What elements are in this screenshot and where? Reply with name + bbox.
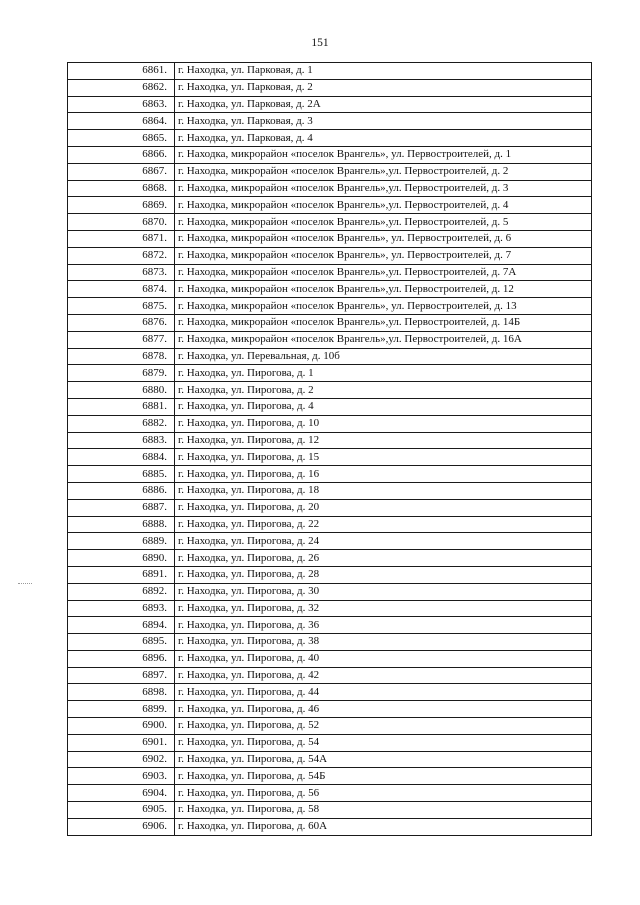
- address-cell: г. Находка, ул. Пирогова, д. 15: [175, 449, 592, 466]
- table-row: [68, 533, 592, 550]
- address-cell: г. Находка, микрорайон «поселок Врангель»,ул. Первостроителей, д. 16А: [175, 331, 592, 348]
- table-row: [68, 751, 592, 768]
- address-cell: г. Находка, микрорайон «поселок Врангель»,ул. Первостроителей, д. 2: [175, 163, 592, 180]
- row-number-cell: 6869.: [68, 197, 175, 214]
- row-number-cell: 6898.: [68, 684, 175, 701]
- address-cell: г. Находка, ул. Пирогова, д. 60А: [175, 818, 592, 835]
- address-cell: г. Находка, ул. Перевальная, д. 10б: [175, 348, 592, 365]
- row-number-cell: 6876.: [68, 314, 175, 331]
- address-cell: г. Находка, микрорайон «поселок Врангель», ул. Первостроителей, д. 1: [175, 146, 592, 163]
- address-cell: г. Находка, микрорайон «поселок Врангель»,ул. Первостроителей, д. 12: [175, 281, 592, 298]
- table-row: [68, 130, 592, 147]
- table-row: [68, 298, 592, 315]
- table-row: [68, 600, 592, 617]
- address-cell: г. Находка, ул. Пирогова, д. 54А: [175, 751, 592, 768]
- address-cell: г. Находка, ул. Пирогова, д. 30: [175, 583, 592, 600]
- row-number-cell: 6884.: [68, 449, 175, 466]
- address-cell: г. Находка, ул. Пирогова, д. 52: [175, 718, 592, 735]
- address-cell: г. Находка, микрорайон «поселок Врангель»,ул. Первостроителей, д. 7А: [175, 264, 592, 281]
- table-row: [68, 96, 592, 113]
- table-row: [68, 247, 592, 264]
- row-number-cell: 6871.: [68, 230, 175, 247]
- row-number-cell: 6886.: [68, 482, 175, 499]
- table-row: [68, 214, 592, 231]
- row-number-cell: 6889.: [68, 533, 175, 550]
- row-number-cell: 6878.: [68, 348, 175, 365]
- row-number-cell: 6906.: [68, 818, 175, 835]
- table-row: [68, 718, 592, 735]
- table-row: [68, 466, 592, 483]
- table-row: [68, 314, 592, 331]
- row-number-cell: 6902.: [68, 751, 175, 768]
- row-number-cell: 6885.: [68, 466, 175, 483]
- table-row: [68, 818, 592, 835]
- row-number-cell: 6894.: [68, 617, 175, 634]
- table-row: [68, 382, 592, 399]
- address-cell: г. Находка, ул. Пирогова, д. 12: [175, 432, 592, 449]
- row-number-cell: 6872.: [68, 247, 175, 264]
- row-number-cell: 6875.: [68, 298, 175, 315]
- row-number-cell: 6865.: [68, 130, 175, 147]
- row-number-cell: 6873.: [68, 264, 175, 281]
- address-cell: г. Находка, ул. Пирогова, д. 36: [175, 617, 592, 634]
- address-cell: г. Находка, ул. Пирогова, д. 18: [175, 482, 592, 499]
- address-cell: г. Находка, ул. Пирогова, д. 1: [175, 365, 592, 382]
- row-number-cell: 6888.: [68, 516, 175, 533]
- table-row: [68, 650, 592, 667]
- row-number-cell: 6903.: [68, 768, 175, 785]
- table-row: [68, 667, 592, 684]
- table-row: [68, 163, 592, 180]
- row-number-cell: 6900.: [68, 718, 175, 735]
- row-number-cell: 6887.: [68, 499, 175, 516]
- table-row: [68, 281, 592, 298]
- row-number-cell: 6879.: [68, 365, 175, 382]
- address-cell: г. Находка, ул. Парковая, д. 2А: [175, 96, 592, 113]
- row-number-cell: 6901.: [68, 734, 175, 751]
- row-number-cell: 6862.: [68, 79, 175, 96]
- table-row: [68, 146, 592, 163]
- table-row: [68, 684, 592, 701]
- row-number-cell: 6904.: [68, 785, 175, 802]
- address-cell: г. Находка, ул. Пирогова, д. 16: [175, 466, 592, 483]
- address-cell: г. Находка, микрорайон «поселок Врангель»,ул. Первостроителей, д. 5: [175, 214, 592, 231]
- margin-scan-mark: [18, 583, 32, 584]
- address-cell: г. Находка, ул. Парковая, д. 3: [175, 113, 592, 130]
- address-cell: г. Находка, ул. Пирогова, д. 4: [175, 398, 592, 415]
- table-row: [68, 63, 592, 80]
- row-number-cell: 6891.: [68, 566, 175, 583]
- table-row: [68, 768, 592, 785]
- row-number-cell: 6863.: [68, 96, 175, 113]
- row-number-cell: 6896.: [68, 650, 175, 667]
- address-cell: г. Находка, микрорайон «поселок Врангель»,ул. Первостроителей, д. 14Б: [175, 314, 592, 331]
- table-row: [68, 432, 592, 449]
- address-cell: г. Находка, ул. Пирогова, д. 56: [175, 785, 592, 802]
- address-cell: г. Находка, ул. Пирогова, д. 58: [175, 802, 592, 819]
- table-row: [68, 617, 592, 634]
- table-row: [68, 180, 592, 197]
- address-cell: г. Находка, ул. Пирогова, д. 32: [175, 600, 592, 617]
- address-cell: г. Находка, ул. Пирогова, д. 20: [175, 499, 592, 516]
- table-row: [68, 516, 592, 533]
- table-row: [68, 566, 592, 583]
- table-row: [68, 449, 592, 466]
- row-number-cell: 6893.: [68, 600, 175, 617]
- address-cell: г. Находка, ул. Пирогова, д. 46: [175, 701, 592, 718]
- row-number-cell: 6897.: [68, 667, 175, 684]
- address-cell: г. Находка, ул. Парковая, д. 2: [175, 79, 592, 96]
- table-row: [68, 197, 592, 214]
- table-row: [68, 331, 592, 348]
- address-cell: г. Находка, ул. Пирогова, д. 2: [175, 382, 592, 399]
- address-cell: г. Находка, ул. Пирогова, д. 24: [175, 533, 592, 550]
- row-number-cell: 6880.: [68, 382, 175, 399]
- address-cell: г. Находка, микрорайон «поселок Врангель», ул. Первостроителей, д. 13: [175, 298, 592, 315]
- address-cell: г. Находка, ул. Парковая, д. 4: [175, 130, 592, 147]
- table-row: [68, 499, 592, 516]
- row-number-cell: 6864.: [68, 113, 175, 130]
- table-row: [68, 113, 592, 130]
- table-row: [68, 634, 592, 651]
- row-number-cell: 6877.: [68, 331, 175, 348]
- address-table-body: [68, 63, 592, 836]
- table-row: [68, 230, 592, 247]
- address-cell: г. Находка, ул. Пирогова, д. 38: [175, 634, 592, 651]
- table-row: [68, 398, 592, 415]
- table-row: [68, 701, 592, 718]
- table-row: [68, 785, 592, 802]
- table-row: [68, 583, 592, 600]
- table-row: [68, 79, 592, 96]
- address-cell: г. Находка, микрорайон «поселок Врангель», ул. Первостроителей, д. 6: [175, 230, 592, 247]
- table-row: [68, 365, 592, 382]
- table-row: [68, 482, 592, 499]
- table-row: [68, 550, 592, 567]
- address-cell: г. Находка, ул. Пирогова, д. 54Б: [175, 768, 592, 785]
- row-number-cell: 6881.: [68, 398, 175, 415]
- row-number-cell: 6892.: [68, 583, 175, 600]
- address-cell: г. Находка, микрорайон «поселок Врангель», ул. Первостроителей, д. 7: [175, 247, 592, 264]
- address-cell: г. Находка, микрорайон «поселок Врангель»,ул. Первостроителей, д. 4: [175, 197, 592, 214]
- row-number-cell: 6899.: [68, 701, 175, 718]
- address-cell: г. Находка, ул. Пирогова, д. 28: [175, 566, 592, 583]
- row-number-cell: 6890.: [68, 550, 175, 567]
- row-number-cell: 6861.: [68, 63, 175, 80]
- table-row: [68, 802, 592, 819]
- address-cell: г. Находка, ул. Пирогова, д. 10: [175, 415, 592, 432]
- address-cell: г. Находка, микрорайон «поселок Врангель»,ул. Первостроителей, д. 3: [175, 180, 592, 197]
- page-number: 151: [311, 37, 329, 49]
- address-cell: г. Находка, ул. Пирогова, д. 42: [175, 667, 592, 684]
- row-number-cell: 6874.: [68, 281, 175, 298]
- row-number-cell: 6866.: [68, 146, 175, 163]
- address-cell: г. Находка, ул. Пирогова, д. 40: [175, 650, 592, 667]
- table-row: [68, 348, 592, 365]
- row-number-cell: 6883.: [68, 432, 175, 449]
- address-cell: г. Находка, ул. Пирогова, д. 22: [175, 516, 592, 533]
- table-row: [68, 734, 592, 751]
- row-number-cell: 6870.: [68, 214, 175, 231]
- table-row: [68, 415, 592, 432]
- address-table: [67, 62, 592, 836]
- row-number-cell: 6895.: [68, 634, 175, 651]
- address-cell: г. Находка, ул. Пирогова, д. 26: [175, 550, 592, 567]
- row-number-cell: 6882.: [68, 415, 175, 432]
- row-number-cell: 6867.: [68, 163, 175, 180]
- address-cell: г. Находка, ул. Парковая, д. 1: [175, 63, 592, 80]
- row-number-cell: 6868.: [68, 180, 175, 197]
- table-row: [68, 264, 592, 281]
- address-cell: г. Находка, ул. Пирогова, д. 44: [175, 684, 592, 701]
- address-cell: г. Находка, ул. Пирогова, д. 54: [175, 734, 592, 751]
- row-number-cell: 6905.: [68, 802, 175, 819]
